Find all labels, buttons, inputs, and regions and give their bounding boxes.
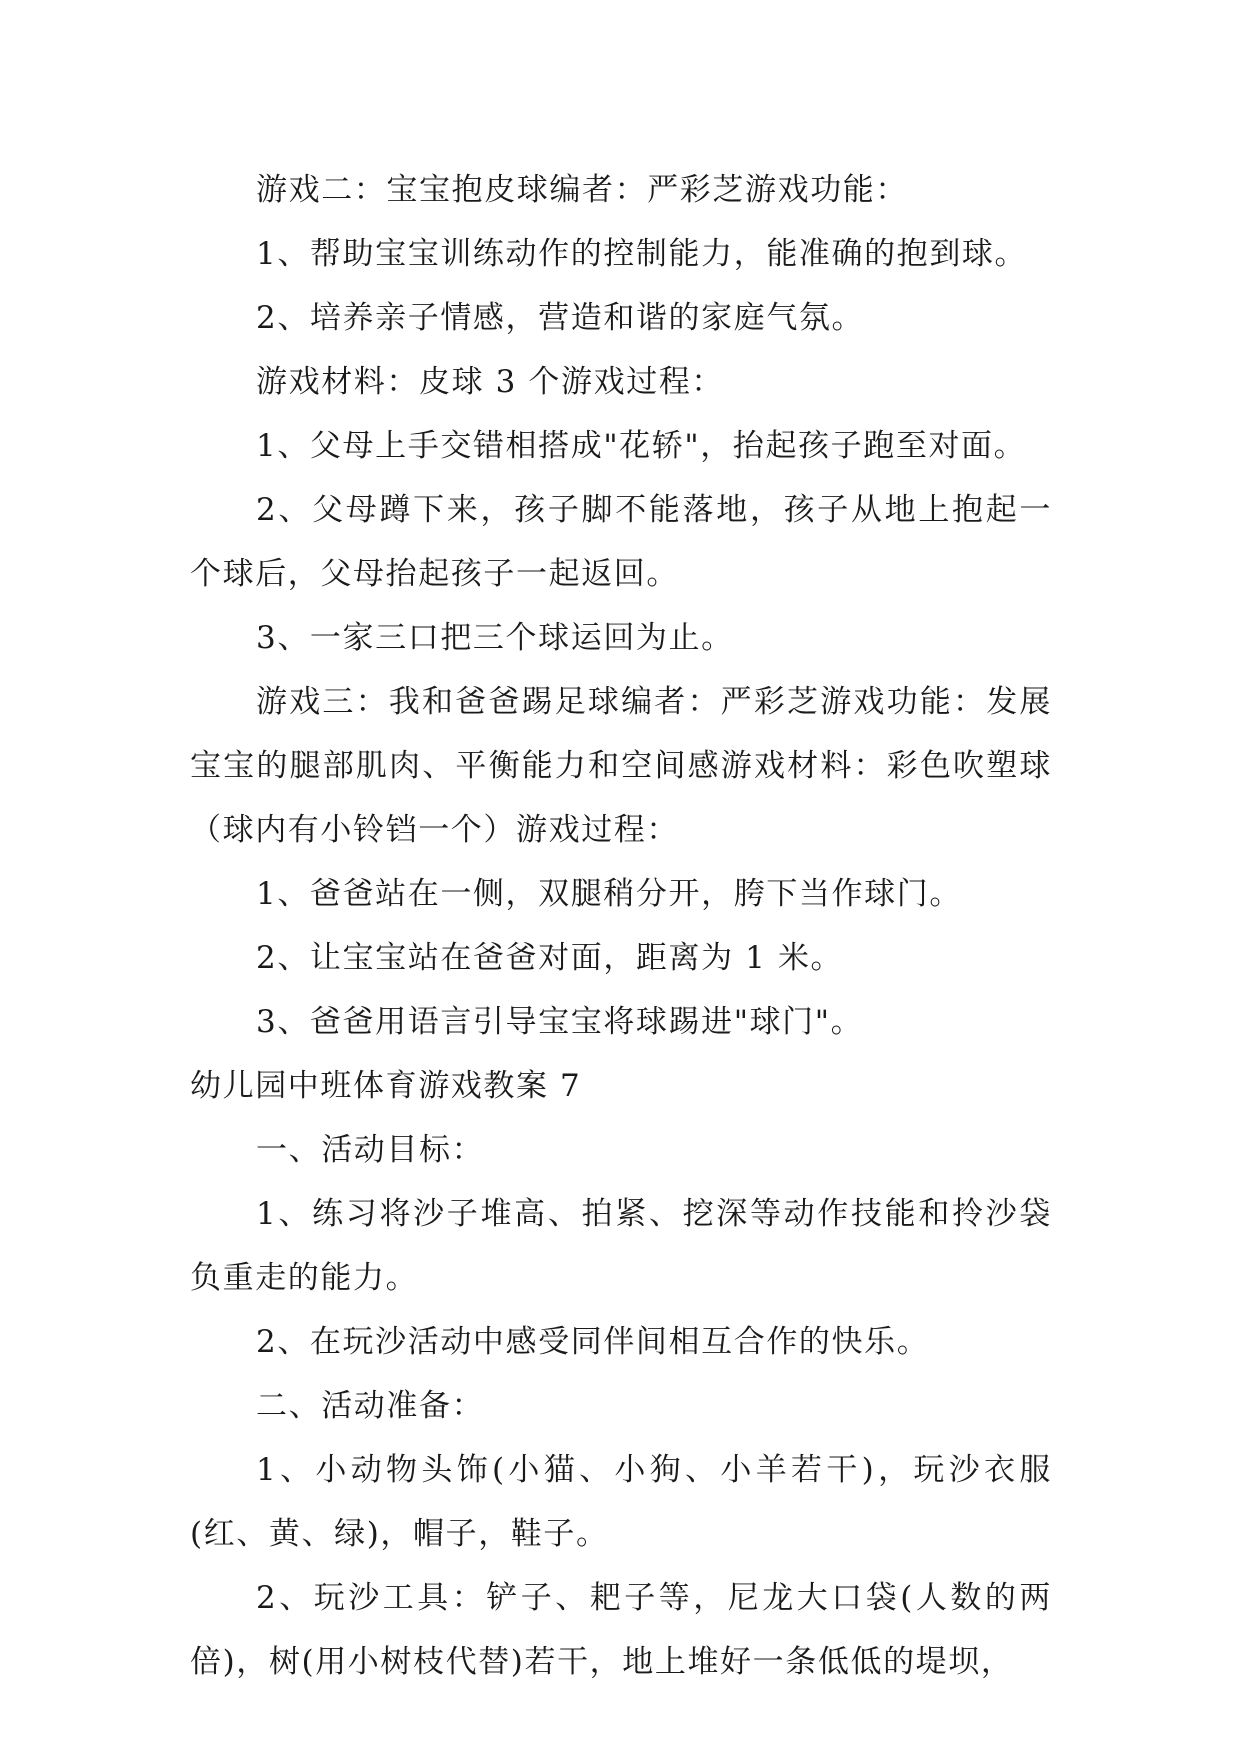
paragraph-goal-2: 2、在玩沙活动中感受同伴间相互合作的快乐。 <box>256 1324 930 1360</box>
paragraph-game2-step-2: 2、父母蹲下来，孩子脚不能落地，孩子从地上抱起一个球后，父母抬起孩子一起返回。 <box>190 492 1052 592</box>
paragraph-prep-heading: 二、活动准备： <box>256 1388 485 1424</box>
paragraph-goals-heading: 一、活动目标： <box>256 1132 485 1168</box>
paragraph-game3-step-2: 2、让宝宝站在爸爸对面，距离为 1 米。 <box>256 940 844 976</box>
paragraph-game3-step-3: 3、爸爸用语言引导宝宝将球踢进"球门"。 <box>256 1004 864 1040</box>
section-title: 幼儿园中班体育游戏教案 7 <box>190 1068 582 1104</box>
paragraph-game2-function-2: 2、培养亲子情感，营造和谐的家庭气氛。 <box>256 300 865 336</box>
paragraph-game2-title: 游戏二：宝宝抱皮球编者：严彩芝游戏功能： <box>256 172 908 208</box>
paragraph-goal-1: 1、练习将沙子堆高、拍紧、挖深等动作技能和拎沙袋负重走的能力。 <box>190 1196 1052 1296</box>
document-body <box>190 158 1052 1694</box>
paragraph-game2-step-3: 3、一家三口把三个球运回为止。 <box>256 620 734 656</box>
paragraph-game3-step-1: 1、爸爸站在一侧，双腿稍分开，胯下当作球门。 <box>256 876 962 912</box>
paragraph-game2-step-1: 1、父母上手交错相搭成"花轿"，抬起孩子跑至对面。 <box>256 428 1027 464</box>
paragraph-game2-materials: 游戏材料：皮球 3 个游戏过程： <box>256 364 725 400</box>
paragraph-prep-1: 1、小动物头饰(小猫、小狗、小羊若干)，玩沙衣服(红、黄、绿)，帽子，鞋子。 <box>190 1452 1052 1552</box>
paragraph-prep-2: 2、玩沙工具：铲子、耙子等，尼龙大口袋(人数的两倍)，树(用小树枝代替)若干，地上堆好一条低低的堤坝， <box>190 1580 1052 1680</box>
paragraph-game3-intro: 游戏三：我和爸爸踢足球编者：严彩芝游戏功能：发展宝宝的腿部肌肉、平衡能力和空间感游戏材料：彩色吹塑球（球内有小铃铛一个）游戏过程： <box>190 684 1052 848</box>
paragraph-game2-function-1: 1、帮助宝宝训练动作的控制能力，能准确的抱到球。 <box>256 236 1028 272</box>
